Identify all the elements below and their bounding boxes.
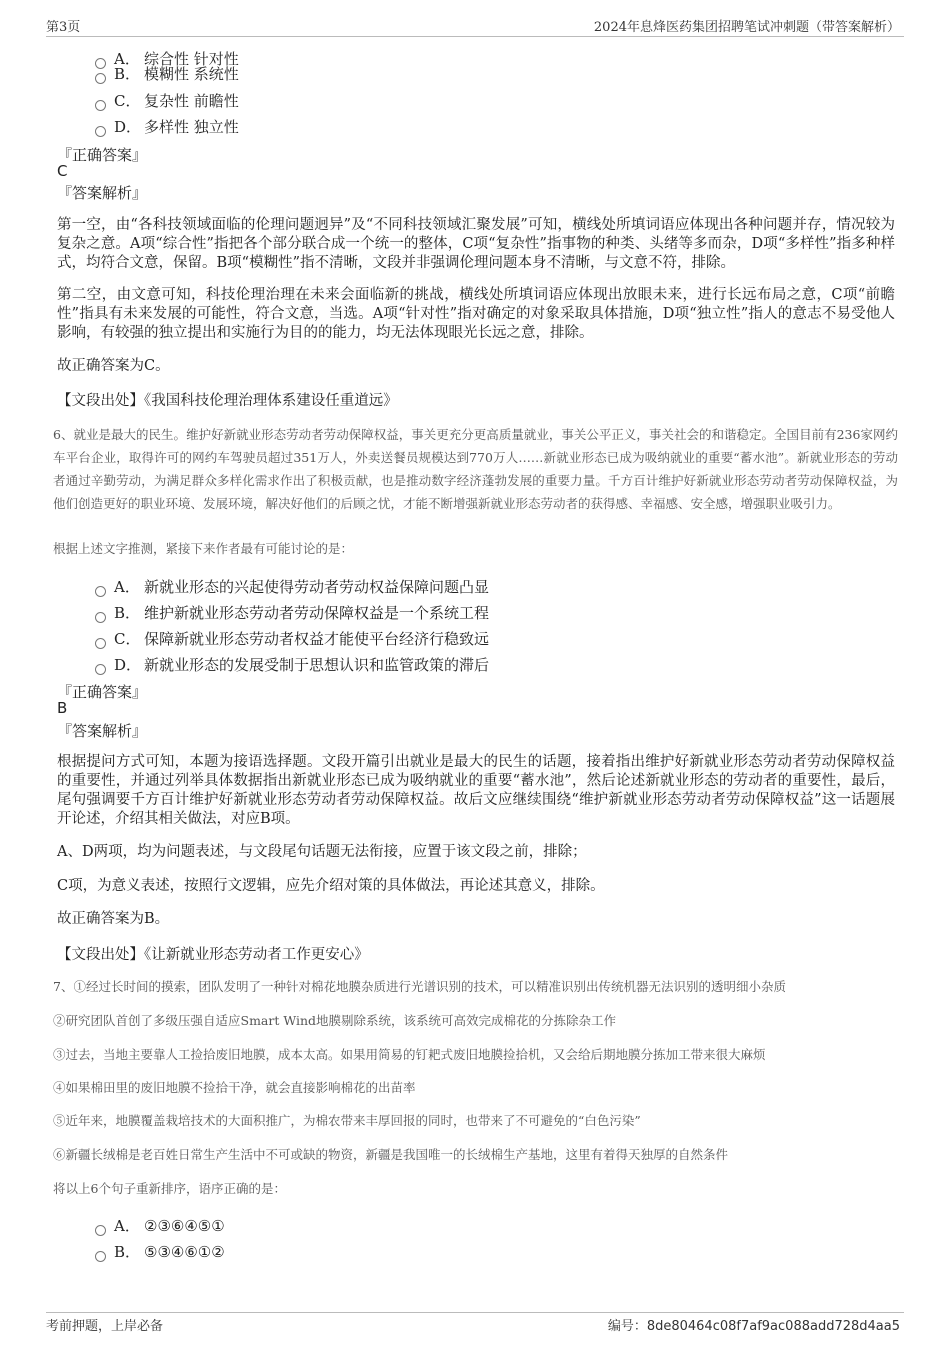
radio-icon[interactable] xyxy=(95,73,106,84)
page-header xyxy=(46,14,904,37)
analysis-paragraph: 第一空，由“各科技领域面临的伦理问题迥异”及“不同科技领域汇聚发展”可知，横线处所填词语应体现出各种问题并存，情况较为复杂之意。A项“综合性”指把各个部分联合成一个统一的整体，C项“复杂性”指事物的种类、头绪等多而杂，D项“多样性”指多种样式，均符合文意，保留。B项“模糊性”指不清晰，文段并非强调伦理问题本身不清晰，与文意不符，排除。 xyxy=(57,217,895,271)
document-code: 编号：8de80464c08f7af9ac088add728d4aa5 xyxy=(607,1319,900,1334)
footer-slogan: 考前押题，上岸必备 xyxy=(46,1319,164,1334)
q6-option-c[interactable]: C． 保障新就业形态劳动者权益才能使平台经济行稳致远 xyxy=(95,628,489,649)
question-sentence: ③过去，当地主要靠人工捡拾废旧地膜，成本太高。如果用简易的钉耙式废旧地膜捡拾机，又会给后期地膜分拣加工带来很大麻烦 xyxy=(53,1047,766,1062)
source-citation: 【文段出处】《让新就业形态劳动者工作更安心》 xyxy=(57,947,369,963)
analysis-label: 『答案解析』 xyxy=(57,184,148,202)
radio-icon[interactable] xyxy=(95,638,106,649)
answer-value: B xyxy=(57,699,68,717)
analysis-paragraph: 第二空，由文意可知，科技伦理治理在未来会面临新的挑战，横线处所填词语应体现出放眼未来，进行长远布局之意，C项“前瞻性”指具有未来发展的可能性，符合文意，当选。A项“针对性”指对确定的对象采取具体措施，D项“独立性”指人的意志不易受他人影响，有较强的独立提出和实施行为目的的能力，均无法体现眼光长远之意，排除。 xyxy=(57,287,895,341)
answer-label: 『正确答案』 xyxy=(57,683,148,701)
question-prompt: 将以上6个句子重新排序，语序正确的是： xyxy=(53,1181,286,1196)
question-sentence: ⑤近年来，地膜覆盖栽培技术的大面积推广，为棉农带来丰厚回报的同时，也带来了不可避免的“白色污染” xyxy=(53,1113,641,1128)
radio-icon[interactable] xyxy=(95,126,106,137)
analysis-conclusion: 故正确答案为B。 xyxy=(57,911,170,927)
question-sentence: ②研究团队首创了多级压强自适应Smart Wind地膜剔除系统，该系统可高效完成棉花的分拣除杂工作 xyxy=(53,1013,617,1028)
q6-option-d[interactable]: D． 新就业形态的发展受制于思想认识和监管政策的滞后 xyxy=(95,654,489,675)
radio-icon[interactable] xyxy=(95,100,106,111)
analysis-paragraph: A、D两项，均为问题表述，与文段尾句话题无法衔接，应置于该文段之前，排除； xyxy=(57,844,587,860)
q7-option-b[interactable]: B． ⑤③④⑥①② xyxy=(95,1241,225,1262)
question-passage: 6、就业是最大的民生。维护好新就业形态劳动者劳动保障权益，事关更充分更高质量就业，事关公平正义，事关社会的和谐稳定。全国目前有236家网约车平台企业，取得许可的网约车驾驶员超过351万人，外卖送餐员规模达到770万人……新就业形态已成为吸纳就业的重要“蓄水池”。新就业形态的劳动者通过辛勤劳动，为满足群众多样化需求作出了积极贡献，也是推动数字经济蓬勃发展的重要力量。千方百计维护好新就业形态劳动者劳动保障权益，为他们创造更好的职业环境、发展环境，解决好他们的后顾之忧，才能不断增强新就业形态劳动者的获得感、幸福感、安全感，增强职业吸引力。 xyxy=(53,427,898,511)
radio-icon[interactable] xyxy=(95,586,106,597)
q5-option-b[interactable]: B． 模糊性 系统性 xyxy=(95,63,239,84)
q5-option-c[interactable]: C． 复杂性 前瞻性 xyxy=(95,90,239,111)
document-title: 2024年息烽医药集团招聘笔试冲刺题（带答案解析） xyxy=(593,20,900,35)
answer-value: C xyxy=(57,162,68,180)
radio-icon[interactable] xyxy=(95,1225,106,1236)
analysis-paragraph: C项，为意义表述，按照行文逻辑，应先介绍对策的具体做法，再论述其意义，排除。 xyxy=(57,878,605,894)
analysis-conclusion: 故正确答案为C。 xyxy=(57,358,170,374)
q5-option-a[interactable]: A． 综合性 针对性 xyxy=(95,48,239,69)
radio-icon[interactable] xyxy=(95,1251,106,1262)
question-prompt: 根据上述文字推测，紧接下来作者最有可能讨论的是： xyxy=(53,541,354,556)
question-sentence: ⑥新疆长绒棉是老百姓日常生产生活中不可或缺的物资，新疆是我国唯一的长绒棉生产基地，这里有着得天独厚的自然条件 xyxy=(53,1147,729,1162)
question-sentence: ④如果棉田里的废旧地膜不捡拾干净，就会直接影响棉花的出苗率 xyxy=(53,1080,416,1095)
q6-option-b[interactable]: B． 维护新就业形态劳动者劳动保障权益是一个系统工程 xyxy=(95,602,489,623)
radio-icon[interactable] xyxy=(95,612,106,623)
analysis-paragraph: 根据提问方式可知，本题为接语选择题。文段开篇引出就业是最大的民生的话题，接着指出维护好新就业形态劳动者劳动保障权益的重要性，并通过列举具体数据指出新就业形态已成为吸纳就业的重要“蓄水池”，然后论述新就业形态的劳动者的重要性，最后，尾句强调要千方百计维护好新就业形态劳动者劳动保障权益。故后文应继续围绕“维护新就业形态劳动者劳动保障权益”这一话题展开论述，介绍其相关做法，对应B项。 xyxy=(57,754,895,827)
radio-icon[interactable] xyxy=(95,664,106,675)
page-footer xyxy=(46,1312,904,1333)
analysis-label: 『答案解析』 xyxy=(57,722,148,740)
q5-option-d[interactable]: D． 多样性 独立性 xyxy=(95,116,239,137)
page-number: 第3页 xyxy=(46,20,81,35)
source-citation: 【文段出处】《我国科技伦理治理体系建设任重道远》 xyxy=(57,393,398,409)
q7-option-a[interactable]: A． ②③⑥④⑤① xyxy=(95,1215,225,1236)
answer-label: 『正确答案』 xyxy=(57,146,148,164)
q6-option-a[interactable]: A． 新就业形态的兴起使得劳动者劳动权益保障问题凸显 xyxy=(95,576,489,597)
question-sentence: 7、①经过长时间的摸索，团队发明了一种针对棉花地膜杂质进行光谱识别的技术，可以精准识别出传统机器无法识别的透明细小杂质 xyxy=(53,979,786,994)
